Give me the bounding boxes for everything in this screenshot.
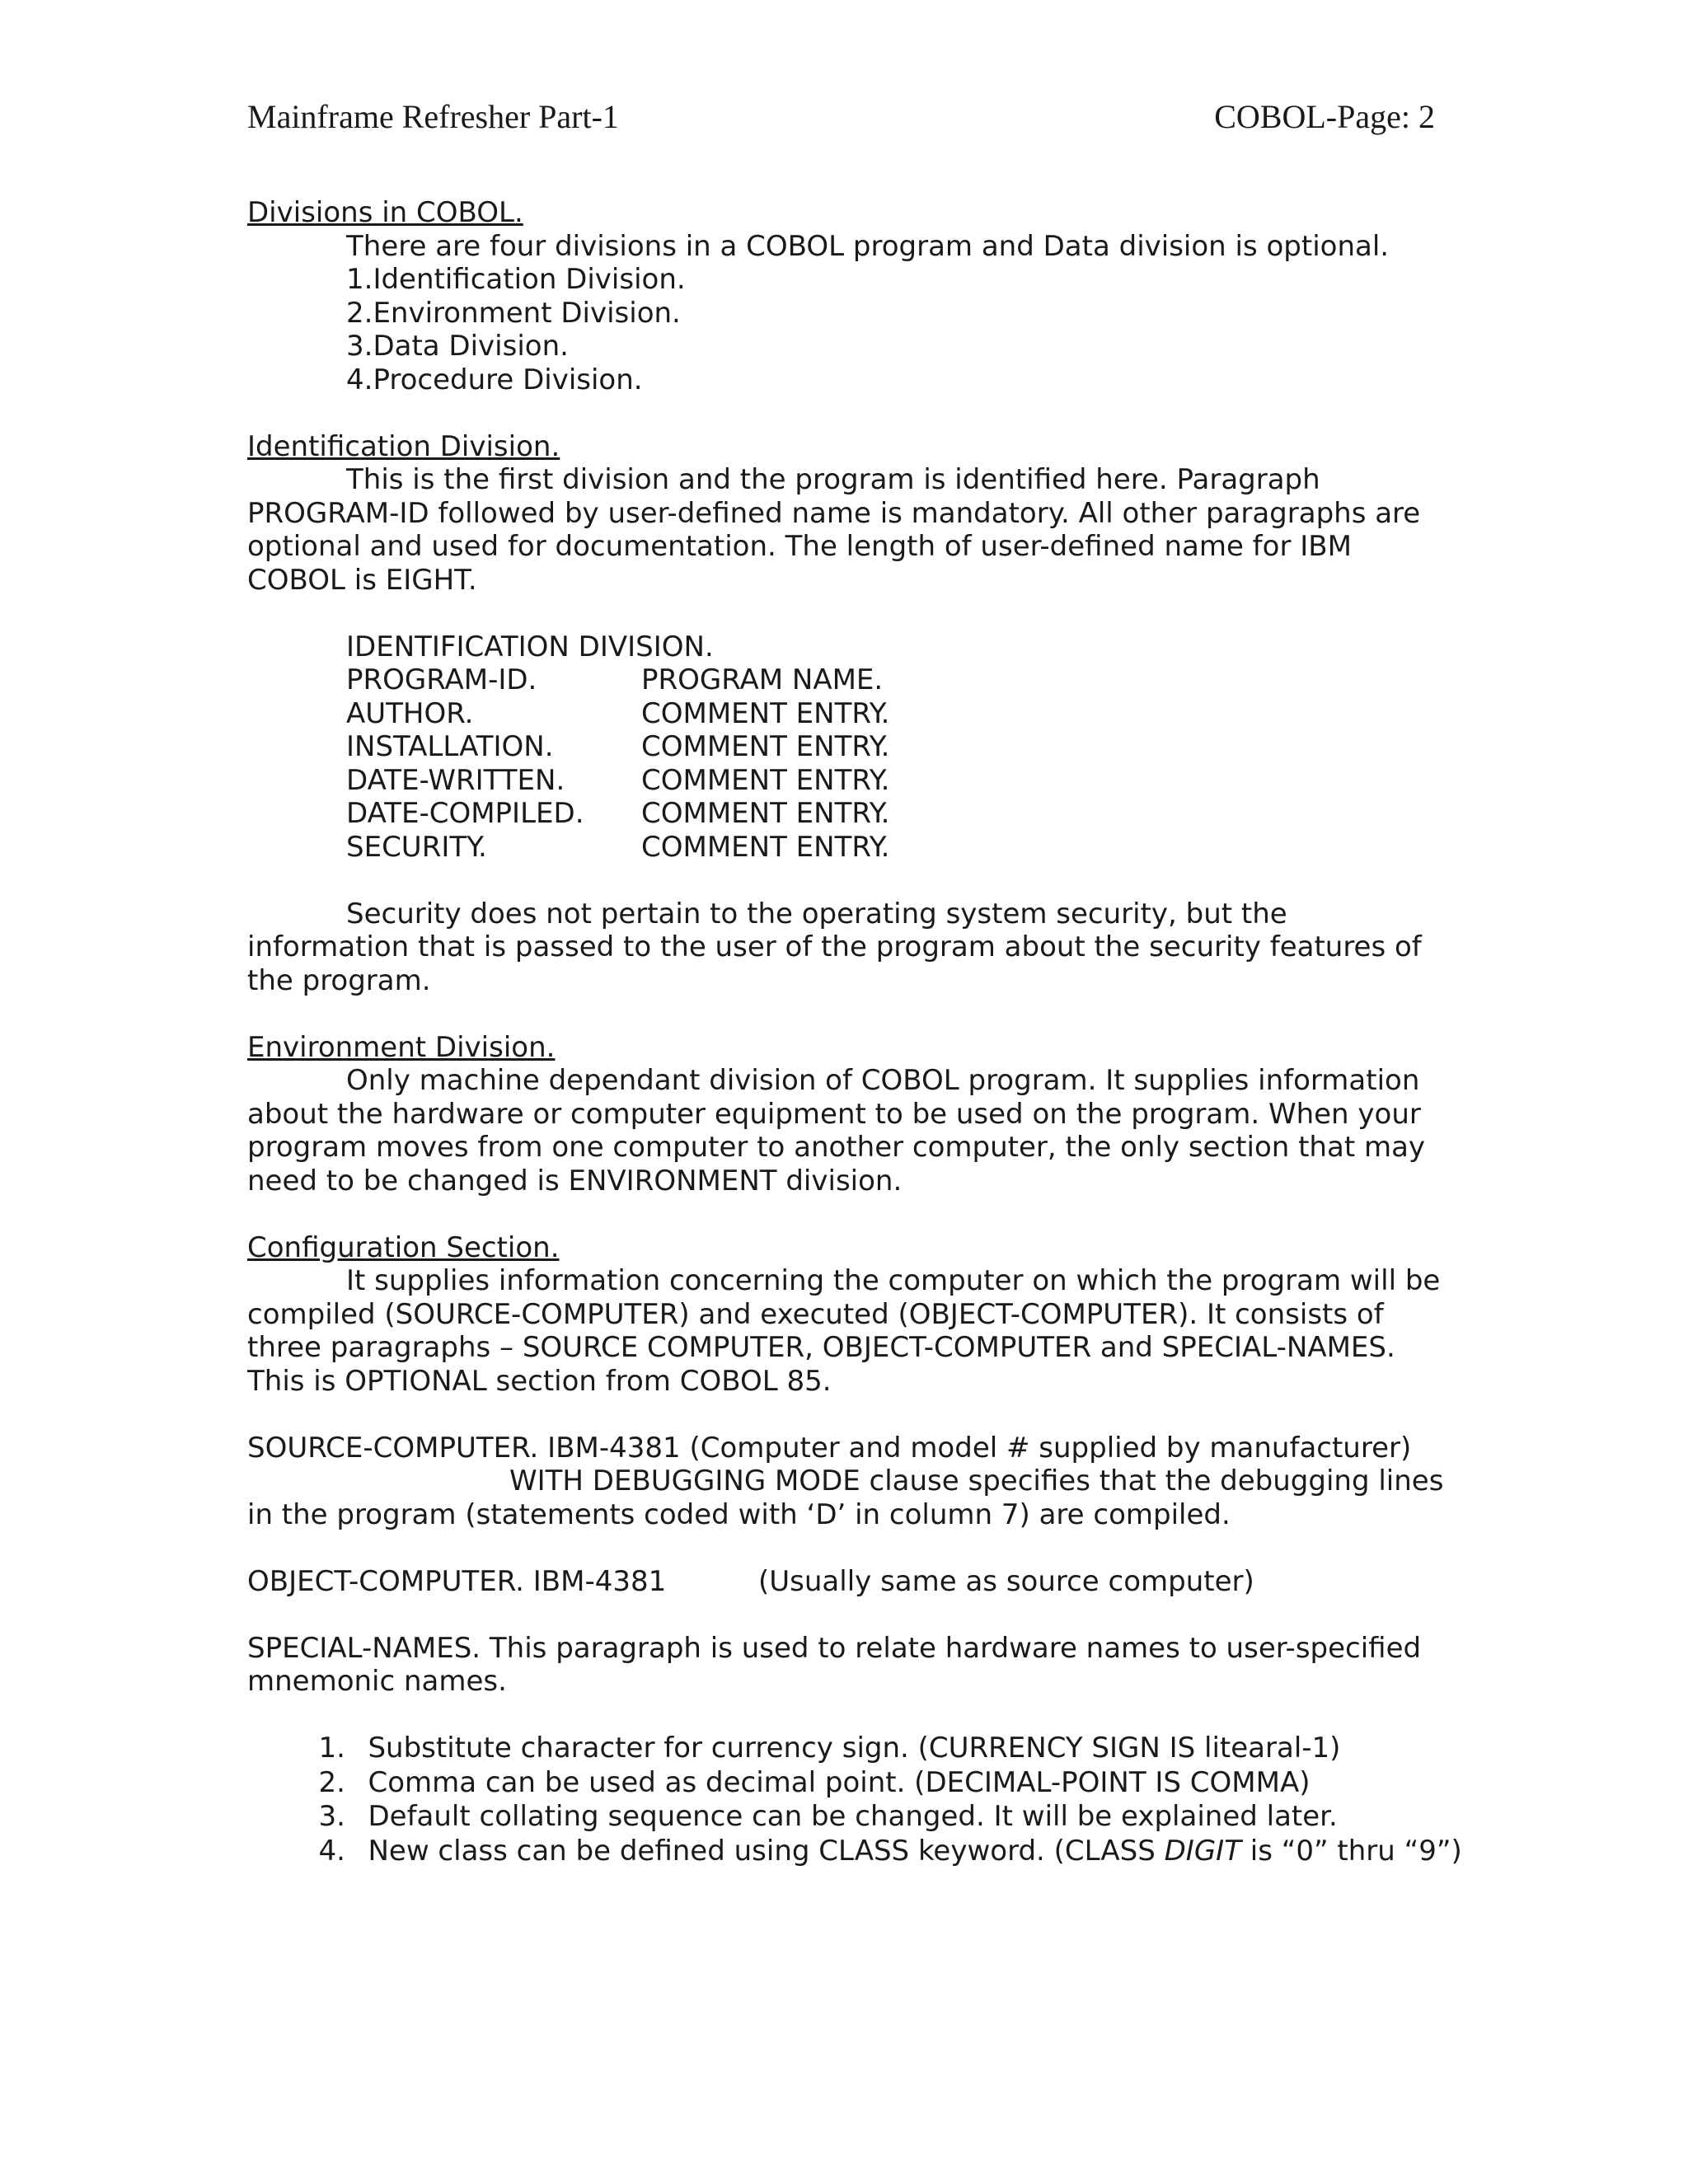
identification-para-line: This is the first division and the program is identified here. Paragraph: [346, 463, 1320, 496]
code-row: [247, 831, 1451, 865]
list-number: 3.: [318, 1800, 345, 1833]
code-row: [247, 764, 1451, 798]
code-key: DATE-COMPILED.: [346, 797, 584, 830]
security-para-line: the program.: [247, 963, 431, 997]
list-number: 4.: [318, 1834, 345, 1868]
security-para-line: Security does not pertain to the operating system security, but the: [346, 897, 1287, 930]
division-item: 3.Data Division.: [346, 330, 569, 363]
list-text-emphasis: DIGIT: [1164, 1834, 1241, 1868]
configuration-para-line: It supplies information concerning the computer on which the program will be: [346, 1264, 1441, 1297]
list-number: 1.: [318, 1732, 345, 1765]
identification-para-line: optional and used for documentation. The length of user-defined name for IBM: [247, 530, 1352, 563]
list-number: 2.: [318, 1765, 345, 1799]
environment-para-line: program moves from one computer to another computer, the only section that may: [247, 1131, 1426, 1164]
code-key: INSTALLATION.: [346, 730, 554, 763]
object-computer-label: OBJECT-COMPUTER. IBM-4381: [247, 1564, 667, 1598]
environment-para-line: need to be changed is ENVIRONMENT division.: [247, 1164, 903, 1197]
identification-para-line: COBOL is EIGHT.: [247, 563, 477, 597]
special-names-line: SPECIAL-NAMES. This paragraph is used to relate hardware names to user-specified: [247, 1631, 1422, 1665]
code-key: SECURITY.: [346, 830, 487, 864]
code-row: [247, 663, 1451, 697]
security-para-line: information that is passed to the user of the program about the security features of: [247, 930, 1422, 963]
code-key: DATE-WRITTEN.: [346, 763, 565, 797]
configuration-para-line: three paragraphs – SOURCE COMPUTER, OBJECT-COMPUTER and SPECIAL-NAMES.: [247, 1331, 1395, 1364]
code-row: [247, 697, 1451, 731]
code-row: [247, 730, 1451, 764]
code-value: COMMENT ENTRY.: [641, 830, 890, 864]
code-value: COMMENT ENTRY.: [641, 797, 890, 830]
code-key: AUTHOR.: [346, 696, 474, 730]
code-value: COMMENT ENTRY.: [641, 696, 890, 730]
object-computer-line: [247, 1565, 1451, 1599]
division-item: 2.Environment Division.: [346, 296, 681, 330]
code-value: PROGRAM NAME.: [641, 663, 884, 696]
list-item: [247, 1699, 1451, 1765]
identification-para-line: PROGRAM-ID followed by user-defined name is mandatory. All other paragraphs are: [247, 496, 1421, 530]
divisions-intro: There are four divisions in a COBOL program and Data division is optional.: [346, 229, 1390, 263]
list-text: Comma can be used as decimal point. (DECIMAL-POINT IS COMMA): [368, 1765, 1311, 1799]
configuration-heading: Configuration Section.: [247, 1230, 560, 1264]
divisions-heading: Divisions in COBOL.: [247, 196, 523, 229]
environment-heading: Environment Division.: [247, 1030, 556, 1064]
code-row: [247, 797, 1451, 831]
page-body: [247, 196, 1462, 1868]
division-item: 4.Procedure Division.: [346, 363, 643, 396]
configuration-para-line: This is OPTIONAL section from COBOL 85.: [247, 1364, 832, 1398]
list-text-post: is “0” thru “9”): [1240, 1834, 1462, 1868]
header-title: Mainframe Refresher Part-1: [247, 98, 619, 135]
code-key: PROGRAM-ID.: [346, 663, 537, 696]
division-item: 1.Identification Division.: [346, 263, 686, 296]
list-text: Default collating sequence can be changed. It will be explained later.: [368, 1800, 1338, 1833]
environment-para-line: Only machine dependant division of COBOL program. It supplies information: [346, 1064, 1420, 1097]
debugging-line-cont: in the program (statements coded with ‘D’ in column 7) are compiled.: [247, 1497, 1231, 1531]
environment-para-line: about the hardware or computer equipment to be used on the program. When your: [247, 1097, 1421, 1131]
header-page-number: COBOL-Page: 2: [1214, 98, 1435, 135]
special-names-line: mnemonic names.: [247, 1665, 507, 1698]
object-computer-note: (Usually same as source computer): [758, 1564, 1254, 1598]
list-text-pre: New class can be defined using CLASS keyword. (CLASS: [368, 1834, 1165, 1868]
page-header: [247, 97, 1435, 147]
code-title: IDENTIFICATION DIVISION.: [346, 630, 714, 663]
list-text: Substitute character for currency sign. (CURRENCY SIGN IS litearal-1): [368, 1732, 1341, 1765]
code-value: COMMENT ENTRY.: [641, 730, 890, 763]
debugging-line: WITH DEBUGGING MODE clause specifies that the debugging lines: [509, 1465, 1444, 1497]
identification-heading: Identification Division.: [247, 429, 560, 463]
special-names-list: [247, 1699, 1462, 1868]
configuration-para-line: compiled (SOURCE-COMPUTER) and executed (OBJECT-COMPUTER). It consists of: [247, 1297, 1384, 1331]
code-value: COMMENT ENTRY.: [641, 763, 890, 797]
source-computer-line: SOURCE-COMPUTER. IBM-4381 (Computer and model # supplied by manufacturer): [247, 1431, 1412, 1465]
